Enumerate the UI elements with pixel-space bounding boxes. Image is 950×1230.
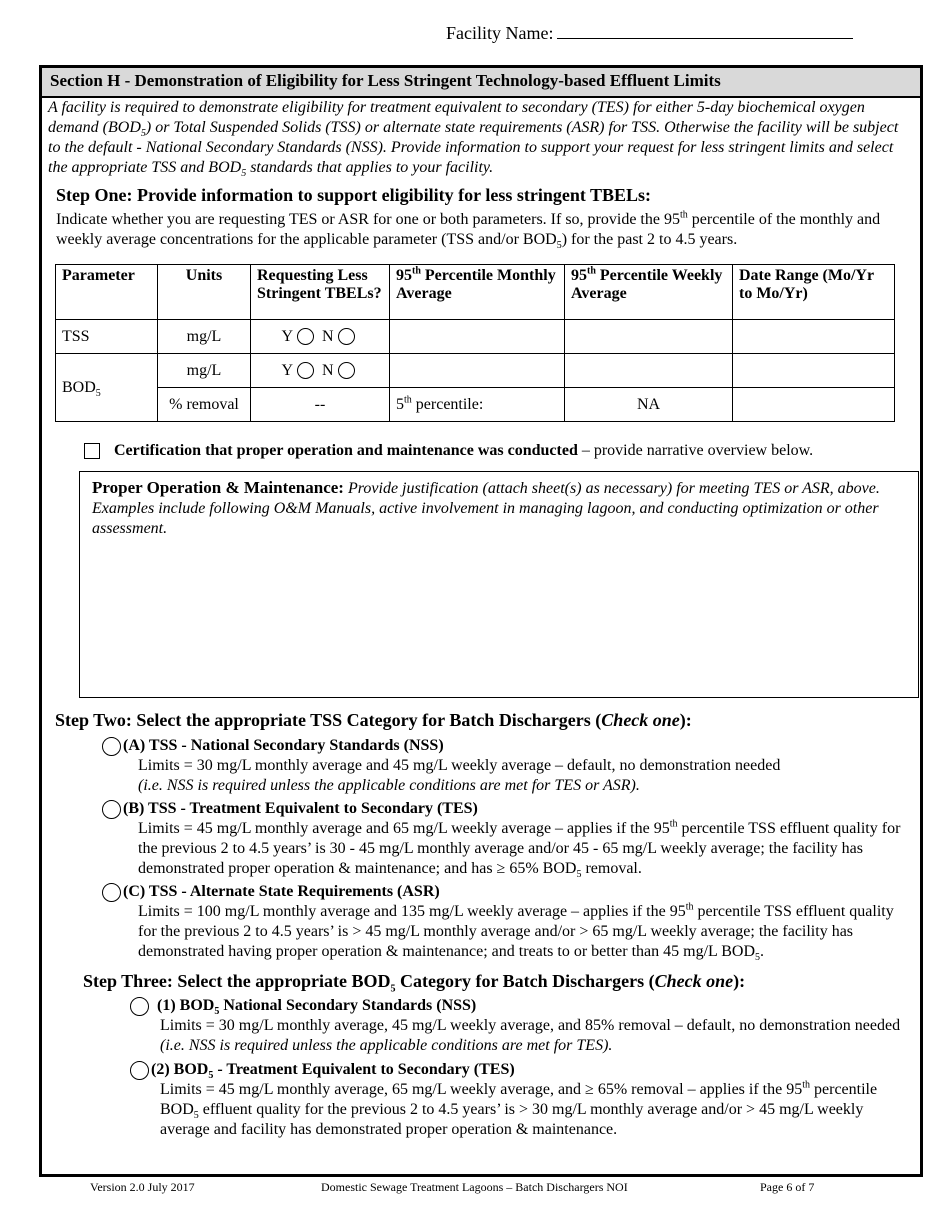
bod-yes-radio[interactable] — [297, 362, 314, 379]
tss-requesting: Y N — [251, 320, 390, 354]
table-header-row — [56, 265, 895, 320]
header-weekly: 95th Percentile Weekly Average — [565, 265, 733, 320]
footer-document-title: Domestic Sewage Treatment Lagoons – Batch Dischargers NOI — [321, 1180, 628, 1194]
table-row-tss — [56, 320, 895, 354]
section-frame — [39, 65, 923, 1177]
tss-option-a: (A) TSS - National Secondary Standards (NSS) Limits = 30 mg/L monthly average and 45 mg/L weekly average – default, no demonstration needed (i.e. NSS is required unless the applicable conditions are met for TES or ASR). — [102, 736, 912, 796]
bod-removal-date-range-input[interactable] — [733, 388, 895, 422]
om-title: Proper Operation & Maintenance: — [92, 478, 344, 497]
bod-option-2-title: (2) $BOD_5$ - Treatment Equivalent to Secondary (TES) — [151, 1061, 515, 1082]
bod-option-1-radio[interactable] — [130, 997, 149, 1016]
tss-option-c-title: (C) TSS - Alternate State Requirements (ASR) — [123, 883, 440, 900]
footer-version: Version 2.0 July 2017 — [90, 1180, 195, 1194]
step-one-description: Indicate whether you are requesting TES or ASR for one or both parameters. If so, provide the 95th percentile of the monthly and weekly average concentrations for the applicable parameter (TSS and/or $BOD_5$) for the past 2 to 4.5 years. — [56, 209, 881, 252]
bod-date-range-input[interactable] — [733, 354, 895, 388]
certification-note: – provide narrative overview below. — [577, 442, 814, 459]
facility-name-field[interactable] — [446, 22, 853, 44]
section-title: Section H - Demonstration of Eligibility for Less Stringent Technology-based Effluent Limits — [42, 68, 920, 98]
tss-option-a-radio[interactable] — [102, 737, 121, 756]
step-three-title: Step Three: Select the appropriate $BOD_5$ Category for Batch Dischargers (Check one): — [83, 971, 746, 995]
tss-parameter: TSS — [56, 320, 158, 354]
tss-option-c: (C) TSS - Alternate State Requirements (ASR) Limits = 100 mg/L monthly average and 135 mg/L weekly average – applies if the 95th percentile TSS effluent quality for the previous 2 to 4.5 years’ is > 45 mg/L monthly average and/or > 65 mg/L weekly average; the facility has demonstrated having proper operation & maintenance; and treats to or better than 45 mg/L $BOD_5$. — [102, 882, 914, 962]
certification-checkbox[interactable] — [84, 443, 100, 459]
bod-parameter: $BOD_5$ — [56, 354, 158, 422]
tss-date-range-input[interactable] — [733, 320, 895, 354]
tss-option-c-radio[interactable] — [102, 883, 121, 902]
bod-monthly-input[interactable] — [390, 354, 565, 388]
table-row-bod-mgl — [56, 354, 895, 388]
tss-yes-radio[interactable] — [297, 328, 314, 345]
tss-monthly-input[interactable] — [390, 320, 565, 354]
om-narrative-box[interactable] — [79, 471, 919, 698]
bod-no-radio[interactable] — [338, 362, 355, 379]
certification-label: Certification that proper operation and maintenance was conducted — [114, 442, 578, 459]
bod-units-mgl: mg/L — [158, 354, 251, 388]
tss-option-b-title: (B) TSS - Treatment Equivalent to Secondary (TES) — [123, 800, 478, 817]
bod-option-2-radio[interactable] — [130, 1061, 149, 1080]
parameters-table — [55, 264, 895, 422]
section-intro: A facility is required to demonstrate eligibility for treatment equivalent to secondary (TES) for either 5-day biochemical oxygen demand $(BOD_5)$ or Total Suspended Solids (TSS) or alternate state requirements (ASR) for TSS. Otherwise the facility will be subject to the default - National Secondary Standards (NSS). Provide information to support your request for less stringent limits and select the appropriate TSS and $BOD_5$ standards that applies to your facility. — [48, 99, 899, 180]
header-units: Units — [158, 265, 251, 320]
bod-removal-requesting: -- — [251, 388, 390, 422]
header-date-range: Date Range (Mo/Yr to Mo/Yr) — [733, 265, 895, 320]
bod-option-2: (2) $BOD_5$ - Treatment Equivalent to Secondary (TES) Limits = 45 mg/L monthly average, 65 mg/L weekly average, and ≥ 65% removal – applies if the 95th percentile $BOD_5$ effluent quality for the previous 2 to 4.5 years’ is > 30 mg/L monthly average and/or > 45 mg/L weekly average and facility has demonstrated proper operation & maintenance. — [130, 1060, 910, 1140]
om-instructions: Proper Operation & Maintenance: Provide justification (attach sheet(s) as necessary) for meeting TES or ASR, above. Examples include following O&M Manuals, active involvement in managing lagoon, and conducting optimization or other assessment. — [92, 478, 880, 537]
bod-units-removal: % removal — [158, 388, 251, 422]
header-requesting: Requesting Less Stringent TBELs? — [251, 265, 390, 320]
facility-name-line[interactable] — [557, 22, 853, 39]
bod-weekly-input[interactable] — [565, 354, 733, 388]
bod-requesting: Y N — [251, 354, 390, 388]
tss-option-a-title: (A) TSS - National Secondary Standards (NSS) — [123, 737, 444, 754]
header-parameter: Parameter — [56, 265, 158, 320]
bod-removal-weekly: NA — [565, 388, 733, 422]
step-one-title: Step One: Provide information to support eligibility for less stringent TBELs: — [56, 185, 652, 205]
step-two-title: Step Two: Select the appropriate TSS Category for Batch Dischargers (Check one): — [55, 710, 692, 730]
tss-units: mg/L — [158, 320, 251, 354]
table-row-bod-removal — [56, 388, 895, 422]
certification-row — [84, 442, 813, 460]
bod-removal-percentile-input[interactable]: 5th percentile: — [390, 388, 565, 422]
facility-name-label: Facility Name: — [446, 23, 554, 43]
tss-no-radio[interactable] — [338, 328, 355, 345]
tss-option-b-radio[interactable] — [102, 800, 121, 819]
bod-option-1-title: (1) $BOD_5$ National Secondary Standards (NSS) — [157, 997, 477, 1018]
footer-page-number: Page 6 of 7 — [760, 1180, 815, 1194]
tss-weekly-input[interactable] — [565, 320, 733, 354]
bod-option-1: (1) $BOD_5$ National Secondary Standards (NSS) Limits = 30 mg/L monthly average, 45 mg/L weekly average, and 85% removal – default, no demonstration needed (i.e. NSS is required unless the applicable conditions are met for TES). — [130, 996, 910, 1056]
tss-option-b: (B) TSS - Treatment Equivalent to Secondary (TES) Limits = 45 mg/L monthly average and 65 mg/L weekly average – applies if the 95th percentile TSS effluent quality for the previous 2 to 4.5 years’ is 30 - 45 mg/L monthly average and/or 45 - 65 mg/L weekly average; the facility has demonstrated proper operation & maintenance; and has ≥ 65% $BOD_5$ removal. — [102, 799, 914, 879]
header-monthly: 95th Percentile Monthly Average — [390, 265, 565, 320]
